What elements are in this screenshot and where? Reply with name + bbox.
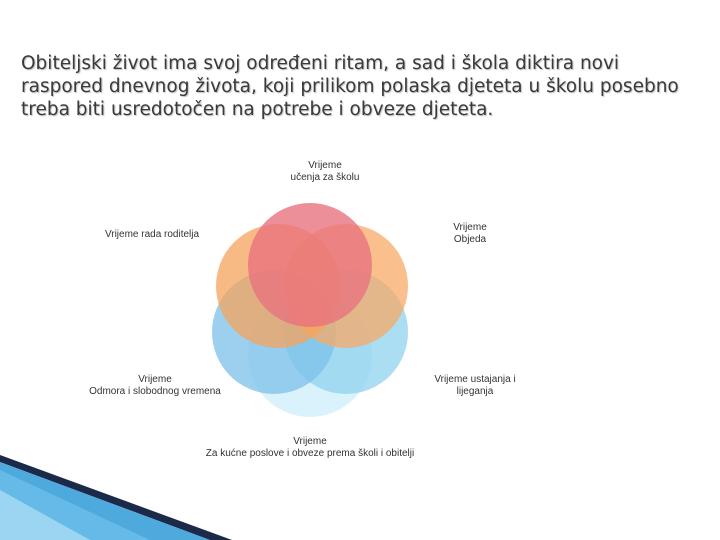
label-objeda: Vrijeme Objeda — [453, 222, 487, 245]
slide-title: Obiteljski život ima svoj određeni ritam, a sad i škola diktira novi raspored dnevnog života, koji prilikom polaska djeteta u školu posebno treba biti usredotočen na potrebe i obveze djeteta. — [21, 53, 679, 120]
circle-ucenja — [248, 203, 372, 327]
label-ustajanja: Vrijeme ustajanja i lijeganja — [434, 374, 516, 397]
label-rada-roditelja: Vrijeme rada roditelja — [104, 229, 200, 240]
label-ucenja: Vrijeme učenja za školu — [290, 160, 360, 183]
label-odmora: Vrijeme Odmora i slobodnog vremena — [89, 374, 221, 397]
label-kucni-poslovi: Vrijeme Za kućne poslove i obveze prema školi i obitelji — [205, 436, 415, 459]
